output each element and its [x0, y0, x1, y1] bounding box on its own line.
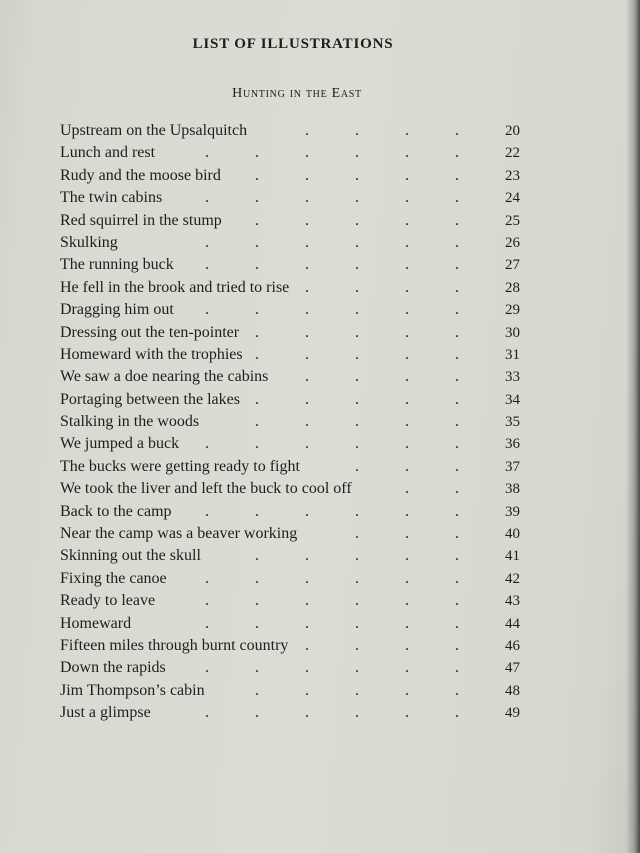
page-number: 31 — [505, 346, 520, 363]
list-item: Homeward . . . . . . 44 — [60, 613, 520, 635]
page-number: 40 — [505, 526, 520, 543]
page-number: 39 — [505, 503, 520, 520]
page-number: 24 — [505, 190, 520, 207]
list-item: Dragging him out . . . . . . 29 — [60, 299, 520, 321]
list-item: He fell in the brook and tried to rise . . . . 28 — [60, 277, 520, 299]
page-number: 28 — [505, 279, 520, 296]
page-number: 47 — [505, 660, 520, 677]
list-item: Just a glimpse . . . . . . 49 — [60, 702, 520, 724]
illustration-title: Upstream on the Upsalquitch — [60, 122, 248, 139]
page-number: 38 — [505, 481, 520, 498]
list-item: Rudy and the moose bird . . . . . 23 — [60, 165, 520, 187]
page-number: 35 — [505, 414, 520, 431]
page-number: 20 — [505, 123, 520, 139]
page-number: 43 — [505, 593, 520, 610]
illustration-title: Fixing the canoe — [60, 569, 167, 587]
list-item: We took the liver and left the buck to cool off . . 38 — [60, 478, 520, 500]
list-item: We saw a doe nearing the cabins . . . . 33 — [60, 366, 520, 388]
list-item: The running buck . . . . . . 27 — [60, 254, 520, 276]
page-number: 46 — [505, 637, 520, 654]
list-item: Back to the camp . . . . . . 39 — [60, 501, 520, 523]
page-number: 29 — [505, 302, 520, 319]
page-number: 34 — [505, 391, 520, 408]
page-title: LIST OF ILLUSTRATIONS — [192, 36, 394, 52]
illustration-title: Jim Thompson’s cabin — [60, 681, 205, 699]
illustration-title: We saw a doe nearing the cabins — [60, 368, 269, 386]
illustrations-list — [60, 120, 520, 725]
illustration-title: He fell in the brook and tried to rise — [60, 278, 290, 296]
list-item: Fixing the canoe . . . . . . 42 — [60, 568, 520, 590]
list-item: We jumped a buck . . . . . . 36 — [60, 433, 520, 455]
illustration-title: Fifteen miles through burnt country — [60, 636, 289, 654]
list-item: Near the camp was a beaver working . . . 40 — [60, 523, 520, 545]
illustration-title: Stalking in the woods — [60, 413, 200, 431]
illustration-title: Ready to leave — [60, 592, 156, 610]
page-number: 22 — [505, 145, 520, 162]
illustration-title: Red squirrel in the stump — [60, 211, 222, 229]
page-number: 49 — [505, 705, 520, 722]
list-item: The bucks were getting ready to fight . . . 37 — [60, 456, 520, 478]
page-number: 48 — [505, 682, 520, 699]
illustration-title: Near the camp was a beaver working — [60, 525, 298, 543]
list-item: Stalking in the woods . . . . . 35 — [60, 411, 520, 433]
illustration-title: Back to the camp — [60, 502, 172, 520]
page-number: 23 — [505, 167, 520, 184]
illustration-title: Dragging him out — [60, 301, 174, 319]
page-number: 33 — [505, 369, 520, 386]
list-item: Upstream on the Upsalquitch . . . . 20 — [60, 120, 520, 142]
page-number: 27 — [505, 257, 520, 274]
illustration-title: Homeward with the trophies — [60, 345, 243, 363]
list-item: Skulking . . . . . . 26 — [60, 232, 520, 254]
page-number: 26 — [505, 234, 520, 251]
page-number: 44 — [505, 615, 520, 632]
section-heading: Hunting in the East — [232, 86, 362, 101]
page-number: 37 — [505, 458, 520, 475]
illustration-title: Skulking — [60, 233, 118, 251]
page-number: 42 — [505, 570, 520, 587]
list-item: Ready to leave . . . . . . 43 — [60, 590, 520, 612]
illustration-title: The bucks were getting ready to fight — [60, 457, 300, 475]
list-item: Dressing out the ten-pointer . . . . . 30 — [60, 322, 520, 344]
illustration-title: Portaging between the lakes — [60, 390, 240, 408]
list-item: Portaging between the lakes . . . . . 34 — [60, 389, 520, 411]
illustration-title: Rudy and the moose bird — [60, 166, 221, 184]
illustration-title: Dressing out the ten-pointer — [60, 323, 240, 341]
illustration-title: We took the liver and left the buck to cool off — [60, 480, 352, 498]
list-item: Homeward with the trophies . . . . . 31 — [60, 344, 520, 366]
illustration-title: Skinning out the skull — [60, 547, 201, 565]
page-number: 36 — [505, 436, 520, 453]
list-item: Fifteen miles through burnt country . . . . 46 — [60, 635, 520, 657]
illustration-title: Just a glimpse — [60, 704, 151, 722]
page-number: 25 — [505, 212, 520, 229]
page-number: 30 — [505, 324, 520, 341]
illustration-title: We jumped a buck — [60, 435, 180, 453]
list-item: Skinning out the skull . . . . . 41 — [60, 545, 520, 567]
list-item: Down the rapids . . . . . . 47 — [60, 657, 520, 679]
illustration-title: The running buck — [60, 256, 174, 274]
illustration-title: Homeward — [60, 614, 132, 632]
list-item: The twin cabins . . . . . . 24 — [60, 187, 520, 209]
list-item: Jim Thompson’s cabin . . . . . 48 — [60, 680, 520, 702]
illustration-title: The twin cabins — [60, 189, 163, 207]
list-item: Lunch and rest . . . . . . 22 — [60, 142, 520, 164]
illustration-title: Down the rapids — [60, 659, 166, 677]
list-item: Red squirrel in the stump . . . . . 25 — [60, 210, 520, 232]
page-number: 41 — [505, 548, 520, 565]
illustration-title: Lunch and rest — [60, 144, 156, 162]
